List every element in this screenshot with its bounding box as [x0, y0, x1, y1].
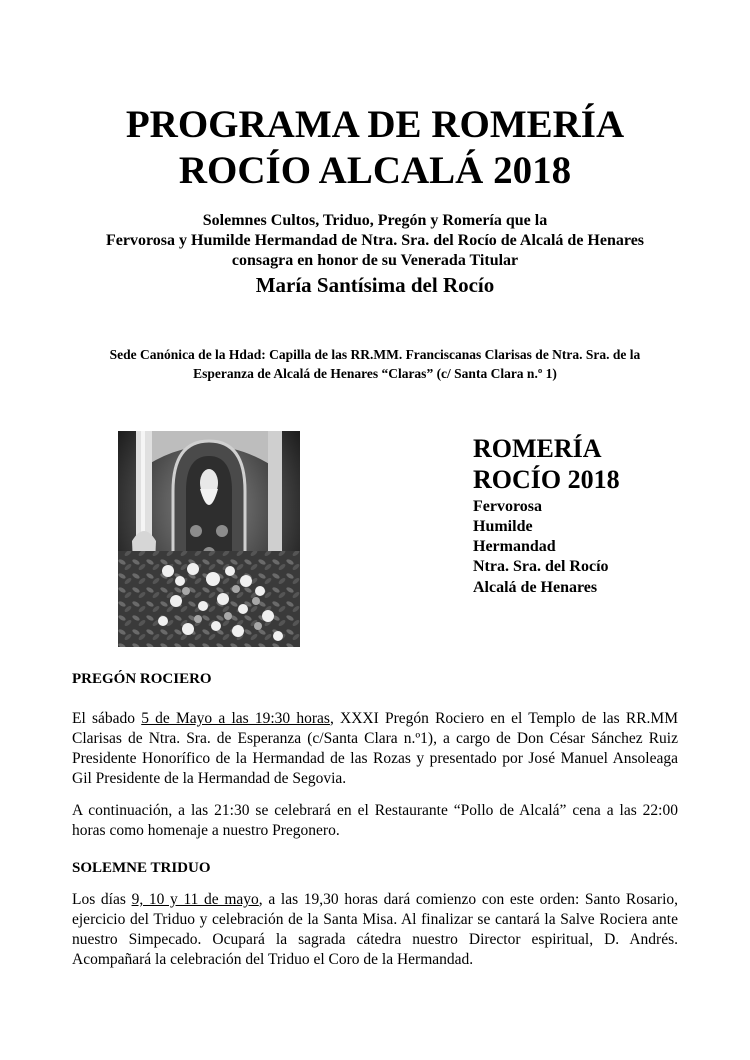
side-line: Hermandad [473, 538, 556, 555]
main-title-line-1: PROGRAMA DE ROMERÍA [125, 103, 625, 146]
subtitle-line-3: consagra en honor de su Venerada Titular [231, 252, 519, 269]
text-span: El sábado [72, 710, 142, 727]
text-span: , XXXI Pregón Rociero en el Templo de las RR.MM Clarisas de Ntra. Sra. de Esperanza (c/Santa Clara n.º1), a cargo de Don César Sánchez Ruiz Presidente Honorífico de la Hermandad de las Rozas y presentado por José Manuel Ansoleaga Gil Presidente de la Hermandad de Segovia. [72, 710, 678, 787]
sede-line-1: Sede Canónica de la Hdad: Capilla de las RR.MM. Franciscanas Clarisas de Ntra. Sra. de la [109, 347, 641, 362]
side-title-line-2: ROCÍO 2018 [473, 465, 620, 494]
side-title-line-1: ROMERÍA [473, 434, 602, 463]
side-line: Humilde [473, 518, 533, 535]
text-span: Los días [72, 891, 132, 908]
sede-line-2: Esperanza de Alcalá de Henares “Claras” (c/ Santa Clara n.º 1) [193, 366, 557, 381]
date-underlined: 5 de Mayo a las 19:30 horas [141, 710, 330, 727]
pregon-paragraph [72, 709, 678, 789]
side-line: Fervorosa [473, 498, 543, 515]
date-underlined: 9, 10 y 11 de mayo [131, 891, 259, 908]
triduo-paragraph [72, 890, 678, 970]
text-span: , a las 19,30 horas dará comienzo con este orden: Santo Rosario, ejercicio del Triduo y celebración de la Santa Misa. Al finalizar se cantará la Salve Rociera ante nuestro Simpecado. Ocupará la sagrada cátedra nuestro Director espiritual, D. Andrés. Acompañará la celebración del Triduo el Coro de la Hermandad. [72, 891, 678, 968]
subtitle-line-2: Fervorosa y Humilde Hermandad de Ntra. Sra. del Rocío de Alcalá de Henares [105, 232, 645, 249]
cena-paragraph: A continuación, a las 21:30 se celebrará en el Restaurante “Pollo de Alcalá” cena a las 22:00 horas como homenaje a nuestro Pregonero. [72, 802, 678, 839]
section-heading-triduo: SOLEMNE TRIDUO [72, 860, 211, 876]
side-line: Ntra. Sra. del Rocío [473, 558, 609, 575]
main-title-line-2: ROCÍO ALCALÁ 2018 [178, 149, 572, 192]
titular-name: María Santísima del Rocío [255, 273, 495, 297]
side-line: Alcalá de Henares [473, 579, 598, 596]
simpecado-photo [118, 431, 300, 647]
section-heading-pregon: PREGÓN ROCIERO [72, 671, 212, 687]
subtitle-line-1: Solemnes Cultos, Triduo, Pregón y Romería que la [202, 212, 548, 229]
